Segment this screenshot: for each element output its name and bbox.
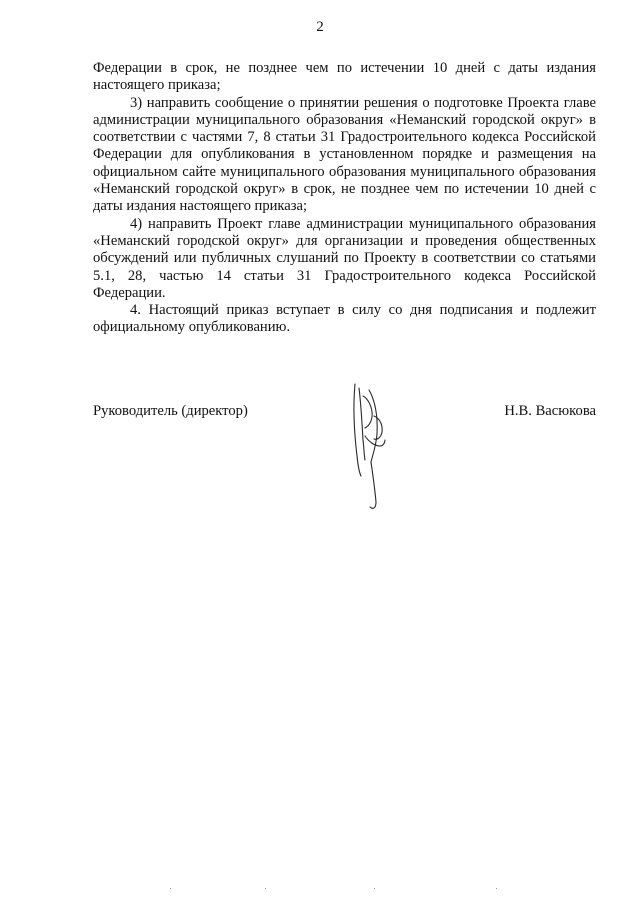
paragraph-item-3: 3) направить сообщение о принятии решения о подготовке Проекта главе администрации муниципального образования «Неманский городской округ» в соответствии с частями 7, 8 статьи 31 Градостроительного кодекса Российской Федерации для опубликования в установленном порядке и размещения на официальном сайте муниципального образования муниципального образования «Неманский городской округ» в срок, не позднее чем по истечении 10 дней с даты издания настоящего приказа; [93, 94, 596, 215]
document-body [93, 60, 596, 337]
handwritten-signature [345, 376, 393, 516]
paragraph-effective-date: 4. Настоящий приказ вступает в силу со дня подписания и подлежит официальному опубликованию. [93, 302, 596, 336]
paragraph-item-4: 4) направить Проект главе администрации муниципального образования «Неманский городской округ» для организации и проведения общественных обсуждений или публичных слушаний по Проекту в соответствии со статьями 5.1, 28, частью 14 статьи 31 Градостроительного кодекса Российской Федерации. [93, 215, 596, 301]
paragraph-continuation: Федерации в срок, не позднее чем по истечении 10 дней с даты издания настоящего приказа; [93, 60, 596, 94]
page-number: 2 [316, 19, 324, 35]
signatory-name: Н.В. Васюкова [504, 403, 596, 419]
signatory-title: Руководитель (директор) [93, 403, 248, 419]
signature-block [93, 372, 596, 522]
scan-specks [170, 886, 550, 892]
